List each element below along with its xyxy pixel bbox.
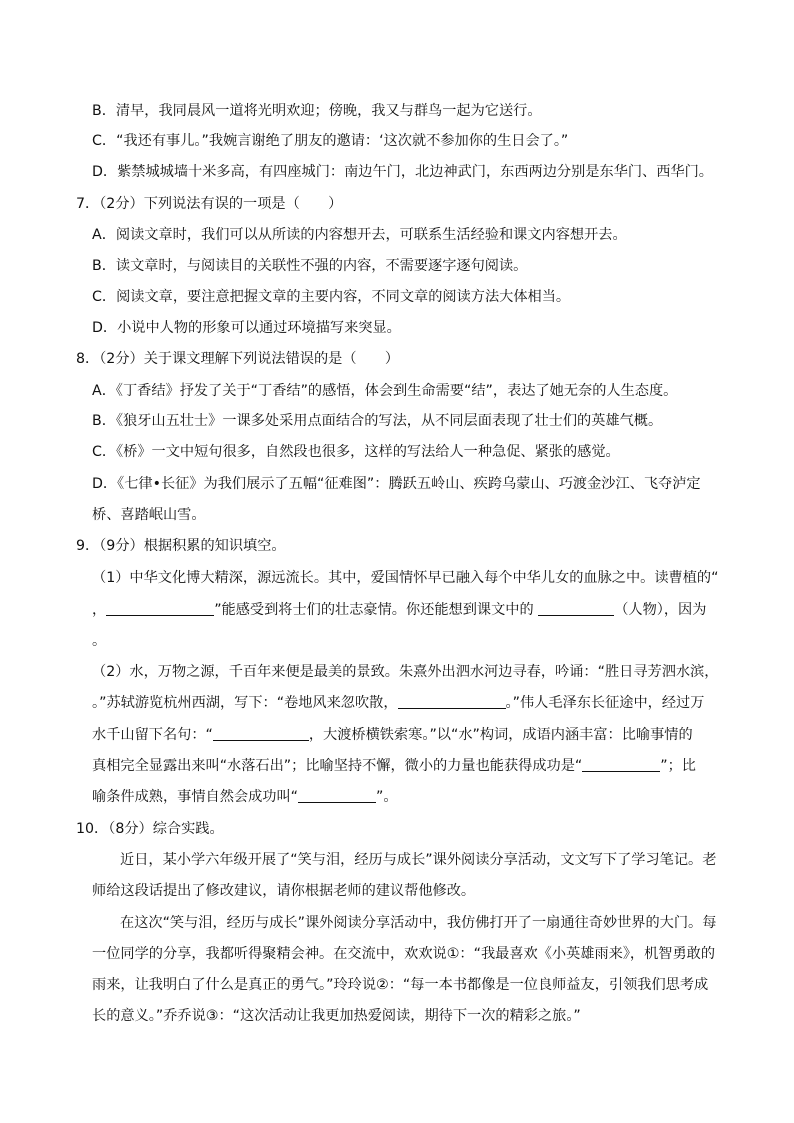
q10-para1-line1: 近日，某小学六年级开展了“笑与泪，经历与成长”课外阅读分享活动，文文写下了学习笔记。老 (120, 852, 717, 868)
q9-part2-line2 (92, 693, 704, 713)
q9-part2-text: 真相完全显露出来叫“水落石出”；比喻坚持不懈，微小的力量也能获得成功是“ (92, 758, 583, 774)
fill-blank-4[interactable] (398, 694, 506, 709)
q6-option-d: D．紫禁城城墙十米多高，有四座城门：南边午门，北边神武门，东西两边分别是东华门、西华门。 (92, 164, 713, 180)
q8-option-c: C．《桥》一文中短句很多，自然段也很多，这样的写法给人一种急促、紧张的感觉。 (92, 444, 620, 460)
q7-option-c: C．阅读文章，要注意把握文章的主要内容，不同文章的阅读方法大体相当。 (92, 289, 571, 305)
q9-part2-text: ”；比 (660, 758, 696, 774)
q9-part2-text: ，大渡桥横铁索寒。”以“水”构词，成语内涵丰富：比喻事情的 (308, 727, 693, 743)
q7-option-b: B．读文章时，与阅读目的关联性不强的内容，不需要逐字逐句阅读。 (92, 258, 528, 274)
q9-part2-text: 。”苏轼游览杭州西湖，写下：“卷地风来忽吹散， (92, 695, 398, 711)
fill-blank-7[interactable] (298, 788, 376, 803)
q9-part1-line1: （1）中华文化博大精深，源远流长。其中，爱国情怀早已融入每个中华儿女的血脉之中。读曹植的“ (92, 570, 719, 586)
q8-option-d-cont: 桥、喜踏岷山雪。 (92, 507, 206, 523)
q10-para1-line2: 师给这段话提出了修改建议，请你根据老师的建议帮他修改。 (92, 883, 476, 899)
q10-stem: 10．（8分）综合实践。 (76, 821, 224, 837)
q7-option-a: A．阅读文章时，我们可以从所读的内容想开去，可联系生活经验和课文内容想开去。 (92, 227, 627, 243)
q7-option-d: D．小说中人物的形象可以通过环境描写来突显。 (92, 320, 401, 336)
q6-option-c: C．“我还有事儿。”我婉言谢绝了朋友的邀请：‘这次就不参加你的生日会了。” (92, 133, 569, 149)
q9-part2-text: ”。 (375, 789, 398, 805)
q9-stem: 9．（9分）根据积累的知识填空。 (76, 538, 286, 554)
q9-part2-text: 。”伟人毛泽东长征途中，经过万 (505, 695, 705, 711)
q9-part1-text: ”能感受到将士们的壮志豪情。你还能想到课文中的 (214, 602, 534, 618)
fill-blank-5[interactable] (213, 726, 309, 741)
q8-option-b: B．《狼牙山五壮士》一课多处采用点面结合的写法，从不同层面表现了壮士们的英雄气概。 (92, 413, 663, 429)
q9-part2-text: 水千山留下名句：“ (92, 727, 213, 743)
fill-blank-6[interactable] (582, 757, 660, 772)
q10-para2-line1: 在这次“笑与泪，经历与成长”课外阅读分享活动中，我仿佛打开了一扇通往奇妙世界的大门。每 (120, 915, 717, 931)
q10-para2-line2: 一位同学的分享，我都听得聚精会神。在交流中，欢欢说①：“我最喜欢《小英雄雨来》，机智勇敢的 (92, 946, 716, 962)
fill-blank-1[interactable] (106, 601, 214, 616)
q9-part2-line4 (92, 756, 696, 776)
q9-part1-text: ， (92, 602, 107, 618)
fill-blank-2[interactable] (538, 601, 614, 616)
q10-para2-line4: 长的意义。”乔乔说③：“这次活动让我更加热爱阅读，期待下一次的精彩之旅。” (92, 1008, 581, 1024)
q8-stem: 8．（2分）关于课文理解下列说法错误的是（ ） (76, 351, 400, 367)
q9-part1-line2 (92, 600, 706, 620)
q9-part2-text: 喻条件成熟，事情自然会成功叫“ (92, 789, 298, 805)
q6-option-b: B．清早，我同晨风一道将光明欢迎；傍晚，我又与群鸟一起为它送行。 (92, 103, 542, 119)
q9-part1-line3: 。 (92, 633, 107, 649)
q8-option-a: A．《丁香结》抒发了关于“丁香结”的感悟，体会到生命需要“结”，表达了她无奈的人生态度。 (92, 383, 678, 399)
q10-para2-line3: 雨来，让我明白了什么是真正的勇气。”玲玲说②：“每一本书都像是一位良师益友，引领我们思考成 (92, 977, 709, 993)
q9-part2-line1: （2）水，万物之源，千百年来便是最美的景致。朱熹外出泗水河边寻春，吟诵：“胜日寻芳泗水滨， (92, 664, 719, 680)
q7-stem: 7．（2分）下列说法有误的一项是（ ） (76, 196, 343, 212)
q9-part1-text: （人物），因为 (614, 602, 707, 618)
q8-option-d: D．《七律•长征》为我们展示了五幅“征难图”：腾跃五岭山、疾跨乌蒙山、巧渡金沙江、飞夺泸定 (92, 476, 701, 492)
q9-part2-line5 (92, 787, 398, 807)
q9-part2-line3 (92, 725, 693, 745)
